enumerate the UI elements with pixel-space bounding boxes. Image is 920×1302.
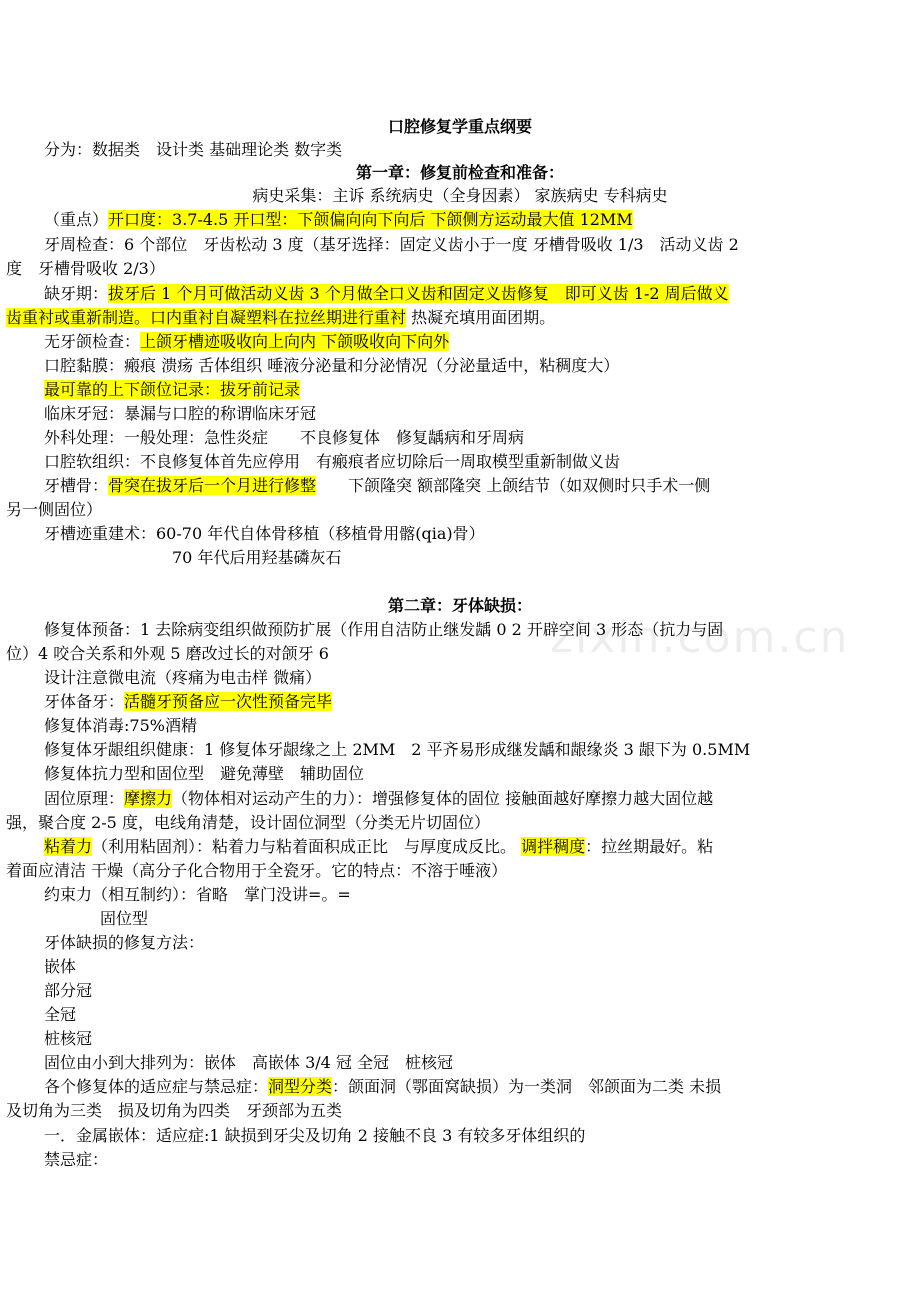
heading-line [0, 115, 920, 139]
text-line [6, 233, 874, 257]
text-line [6, 787, 874, 811]
text-line [6, 690, 874, 714]
text-segment: 口腔黏膜：瘢痕 溃疡 舌体组织 唾液分泌量和分泌情况（分泌量适中，粘稠度大） [44, 356, 620, 375]
text-line [6, 979, 874, 1003]
highlighted-text: 拔牙后 1 个月可做活动义齿 3 个月做全口义齿和固定义齿修复 即可义齿 1-2 周后做义 [108, 284, 729, 303]
text-line [6, 1075, 874, 1099]
text-line [6, 282, 874, 306]
text-segment: 第一章：修复前检查和准备： [355, 163, 564, 182]
text-segment: 部分冠 [44, 981, 93, 1000]
text-line [6, 618, 874, 642]
text-segment: 热凝充填用面团期。 [406, 308, 556, 327]
text-line [6, 522, 874, 546]
text-line [0, 184, 920, 208]
text-segment: 分为：数据类 设计类 基础理论类 数字类 [44, 140, 343, 159]
text-segment: 70 年代后用羟基磷灰石 [172, 548, 342, 567]
text-line [6, 1124, 874, 1148]
text-segment: 临床牙冠：暴漏与口腔的称谓临床牙冠 [44, 404, 317, 423]
text-segment: （利用粘固剂）：粘着力与粘着面积成正比 与厚度成反比。 [92, 837, 522, 856]
text-line [6, 546, 920, 570]
text-segment: 及切角为三类 损及切角为四类 牙颈部为五类 [6, 1101, 343, 1120]
text-line [6, 330, 874, 354]
text-line [6, 498, 836, 522]
text-segment: 牙周检查：6 个部位 牙齿松动 3 度（基牙选择：固定义齿小于一度 牙槽骨吸收 1/3 活动义齿 2 [44, 235, 739, 254]
text-line [6, 1027, 874, 1051]
text-segment: 各个修复体的适应症与禁忌症： [44, 1077, 269, 1096]
highlighted-text: 最可靠的上下颌位记录：拔牙前记录 [44, 380, 301, 399]
text-line [6, 138, 874, 162]
text-line [6, 738, 874, 762]
text-line [6, 306, 836, 330]
text-line [6, 931, 874, 955]
text-line [6, 426, 874, 450]
text-line [6, 402, 874, 426]
text-segment: 着面应清洁 干燥（高分子化合物用于全瓷牙。它的特点：不溶于唾液） [6, 861, 508, 880]
text-segment: （重点） [44, 210, 109, 229]
text-segment: 口腔修复学重点纲要 [387, 117, 532, 136]
text-line [6, 859, 836, 883]
highlighted-text: 活髓牙预备应一次性预备完毕 [124, 692, 333, 711]
text-segment: 一．金属嵌体：适应症:1 缺损到牙尖及切角 2 接触不良 3 有较多牙体组织的 [44, 1126, 586, 1145]
text-segment: ：拉丝期最好。粘 [585, 837, 714, 856]
highlighted-text: 开口度：3.7-4.5 开口型：下颌偏向向下向后 下颌侧方运动最大值 12MM [108, 210, 633, 229]
text-segment: 第二章：牙体缺损： [387, 596, 532, 615]
watermark: zixin.com.cn [550, 612, 850, 663]
text-line [6, 907, 920, 931]
text-segment: 另一侧固位） [6, 500, 103, 519]
highlighted-text: 上颌牙槽迹吸收向上向内 下颌吸收向下向外 [140, 332, 450, 351]
text-segment: 缺牙期： [44, 284, 109, 303]
text-segment: 固位型 [100, 909, 149, 928]
text-segment: 修复体预备：1 去除病变组织做预防扩展（作用自洁防止继发龋 0 2 开辟空间 3 形态（抗力与固 [44, 620, 724, 639]
text-line [6, 450, 874, 474]
text-line [6, 354, 874, 378]
text-line [6, 474, 874, 498]
text-segment: 修复体抗力型和固位型 避免薄壁 辅助固位 [44, 764, 365, 783]
text-segment: 修复体消毒:75%酒精 [44, 716, 197, 735]
text-segment: 下颌隆突 额部隆突 上颌结节（如双侧时只手术一侧 [316, 476, 711, 495]
text-line [6, 1099, 836, 1123]
text-segment: 位）4 咬合关系和外观 5 磨改过长的对颌牙 6 [6, 644, 329, 663]
highlighted-text: 摩擦力 [124, 789, 173, 808]
highlighted-text: 骨突在拔牙后一个月进行修整 [108, 476, 317, 495]
text-segment: 嵌体 [44, 957, 77, 976]
text-segment: 桩核冠 [44, 1029, 93, 1048]
text-line [6, 762, 874, 786]
highlighted-text: 调拌稠度 [521, 837, 586, 856]
text-line [6, 1003, 874, 1027]
text-segment: 修复体牙龈组织健康：1 修复体牙龈缘之上 2MM 2 平齐易形成继发龋和龈缘炎 3 龈下为 0.5MM [44, 740, 751, 759]
text-segment: 牙槽骨： [44, 476, 109, 495]
heading-line [0, 161, 920, 185]
text-line [6, 378, 874, 402]
text-segment: 无牙颌检查： [44, 332, 141, 351]
text-segment: 固位由小到大排列为：嵌体 高嵌体 3/4 冠 全冠 桩核冠 [44, 1053, 454, 1072]
text-segment: 强，聚合度 2-5 度，电线角清楚，设计固位洞型（分类无片切固位） [6, 813, 490, 832]
text-line [6, 955, 874, 979]
highlighted-text: 洞型分类 [268, 1077, 333, 1096]
text-line [6, 835, 874, 859]
text-line [6, 1148, 874, 1172]
text-segment: 牙槽迹重建术：60-70 年代自体骨移植（移植骨用髂(qia)骨） [44, 524, 485, 543]
text-segment: 牙体缺损的修复方法： [44, 933, 205, 952]
text-line [6, 666, 874, 690]
text-segment: 牙体备牙： [44, 692, 125, 711]
text-segment: 禁忌症： [44, 1150, 109, 1169]
text-line [6, 811, 836, 835]
text-segment: 病史采集：主诉 系统病史（全身因素） 家族病史 专科病史 [252, 186, 668, 205]
text-segment: 度 牙槽骨吸收 2/3） [6, 259, 165, 278]
text-line [6, 257, 836, 281]
text-segment: 固位原理： [44, 789, 125, 808]
heading-line [0, 594, 920, 618]
text-line [6, 208, 874, 232]
text-segment: 口腔软组织：不良修复体首先应停用 有瘢痕者应切除后一周取模型重新制做义齿 [44, 452, 621, 471]
text-segment: ：颌面洞（鄂面窝缺损）为一类洞 邻颌面为二类 未损 [332, 1077, 722, 1096]
text-line [6, 714, 874, 738]
text-segment: 外科处理：一般处理：急性炎症 不良修复体 修复龋病和牙周病 [44, 428, 525, 447]
text-segment: 全冠 [44, 1005, 77, 1024]
text-segment: 约束力（相互制约）：省略 掌门没讲=。= [44, 885, 351, 904]
text-segment: 设计注意微电流（疼痛为电击样 微痛） [44, 668, 322, 687]
text-line [6, 1051, 874, 1075]
text-line [6, 883, 874, 907]
highlighted-text: 粘着力 [44, 837, 93, 856]
text-segment: （物体相对运动产生的力）：增强修复体的固位 接触面越好摩擦力越大固位越 [172, 789, 714, 808]
text-line [6, 642, 836, 666]
highlighted-text: 齿重衬或重新制造。口内重衬自凝塑料在拉丝期进行重衬 [6, 308, 407, 327]
